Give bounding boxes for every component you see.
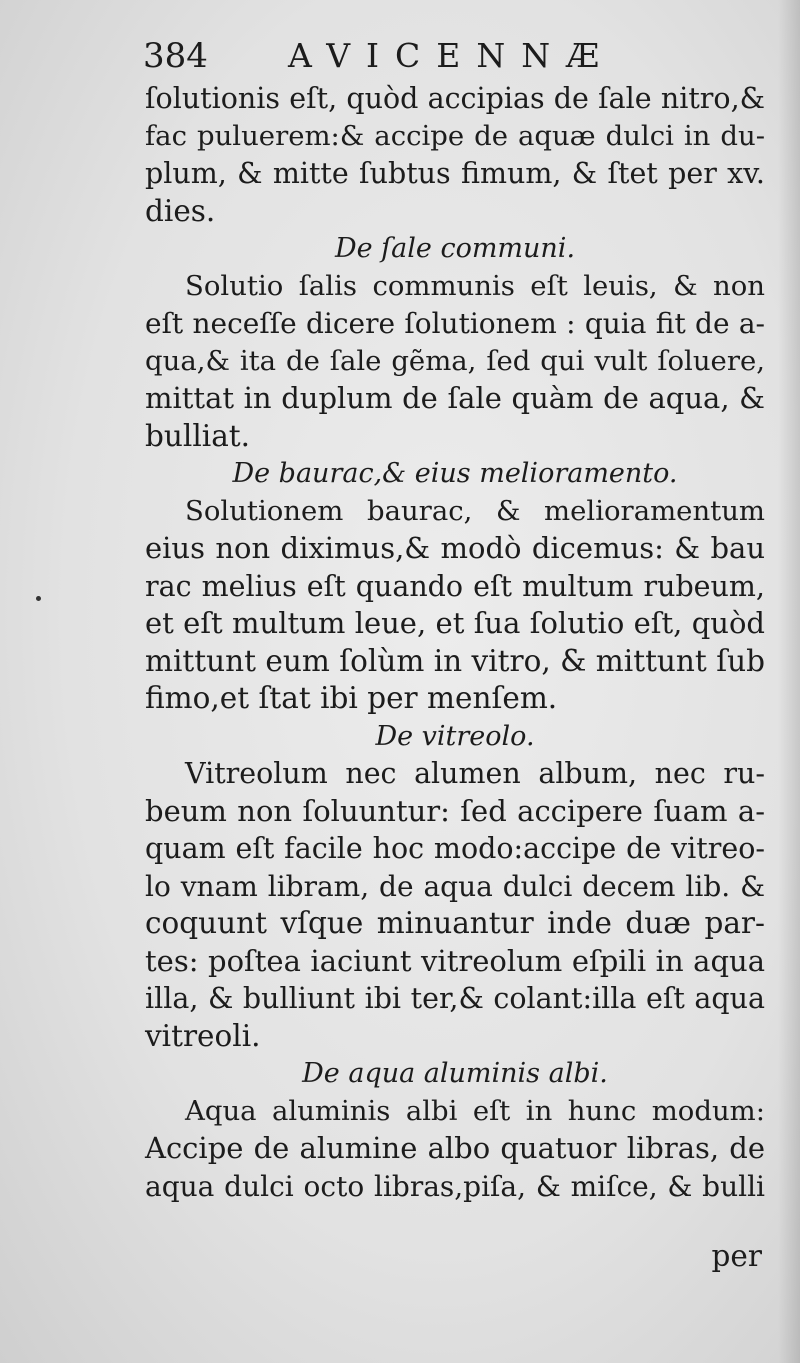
text-line: dies.	[145, 193, 216, 228]
text-line: tes: poſtea iaciunt vitreolum eſpili in aqua	[145, 943, 765, 978]
section-heading: De ſale communi.	[334, 233, 576, 264]
text-line: Solutio ſalis communis eſt leuis, & non	[185, 269, 765, 302]
text-line: coquunt vſque minuantur inde duæ par-	[145, 906, 765, 940]
text-line: vitreoli.	[145, 1018, 261, 1053]
text-line: et eſt multum leue, et ſua ſolutio eſt, quòd	[145, 606, 765, 640]
text-line: Aqua aluminis albi eſt in hunc modum:	[185, 1094, 765, 1127]
text-line: lo vnam libram, de aqua dulci decem lib. &	[145, 869, 765, 903]
catchword: per	[711, 1239, 762, 1273]
text-line: bulliat.	[145, 418, 251, 453]
page-edge-shadow	[778, 0, 800, 1363]
text-line: qua,& ita de ſale gẽma, ſed qui vult ſoluere,	[145, 344, 765, 377]
text-line: mittat in duplum de ſale quàm de aqua, &	[145, 381, 765, 415]
text-line: Solutionem baurac, & melioramentum	[185, 494, 765, 527]
text-line: mittunt eum ſolùm in vitro, & mittunt ſub	[145, 643, 765, 678]
text-line: rac melius eſt quando eſt multum rubeum,	[145, 569, 765, 603]
running-title: AVICENNÆ	[288, 36, 616, 75]
text-line: aqua dulci octo libras,piſa, & miſce, & bulli	[145, 1169, 765, 1203]
section-heading: De baurac,& eius melioramento.	[232, 458, 678, 489]
text-line: ſolutionis eſt, quòd accipias de ſale nitro,&	[145, 82, 765, 115]
ink-speck	[36, 596, 41, 601]
text-line: plum, & mitte ſubtus fimum, & ſtet per xv.	[145, 157, 765, 190]
text-line: illa, & bulliunt ibi ter,& colant:illa eſt aqua	[145, 982, 765, 1015]
text-line: Vitreolum nec alumen album, nec ru-	[185, 757, 765, 790]
section-heading: De vitreolo.	[375, 720, 535, 752]
text-line: beum non ſoluuntur: ſed accipere ſuam a-	[145, 793, 765, 828]
text-line: fac puluerem:& accipe de aquæ dulci in du-	[145, 119, 765, 152]
body-text	[145, 80, 765, 1205]
section-heading: De aqua aluminis albi.	[302, 1058, 608, 1089]
text-line: fimo,et ſtat ibi per menſem.	[145, 681, 558, 715]
text-line: eſt neceſſe dicere ſolutionem : quia fit de a-	[145, 307, 765, 340]
text-line: eius non diximus,& modò dicemus: & bau	[145, 531, 765, 565]
page-header	[143, 30, 763, 82]
page-number: 384	[143, 36, 208, 76]
text-line: Accipe de alumine albo quatuor libras, de	[145, 1131, 765, 1165]
text-line: quam eſt facile hoc modo:accipe de vitreo-	[145, 832, 765, 865]
